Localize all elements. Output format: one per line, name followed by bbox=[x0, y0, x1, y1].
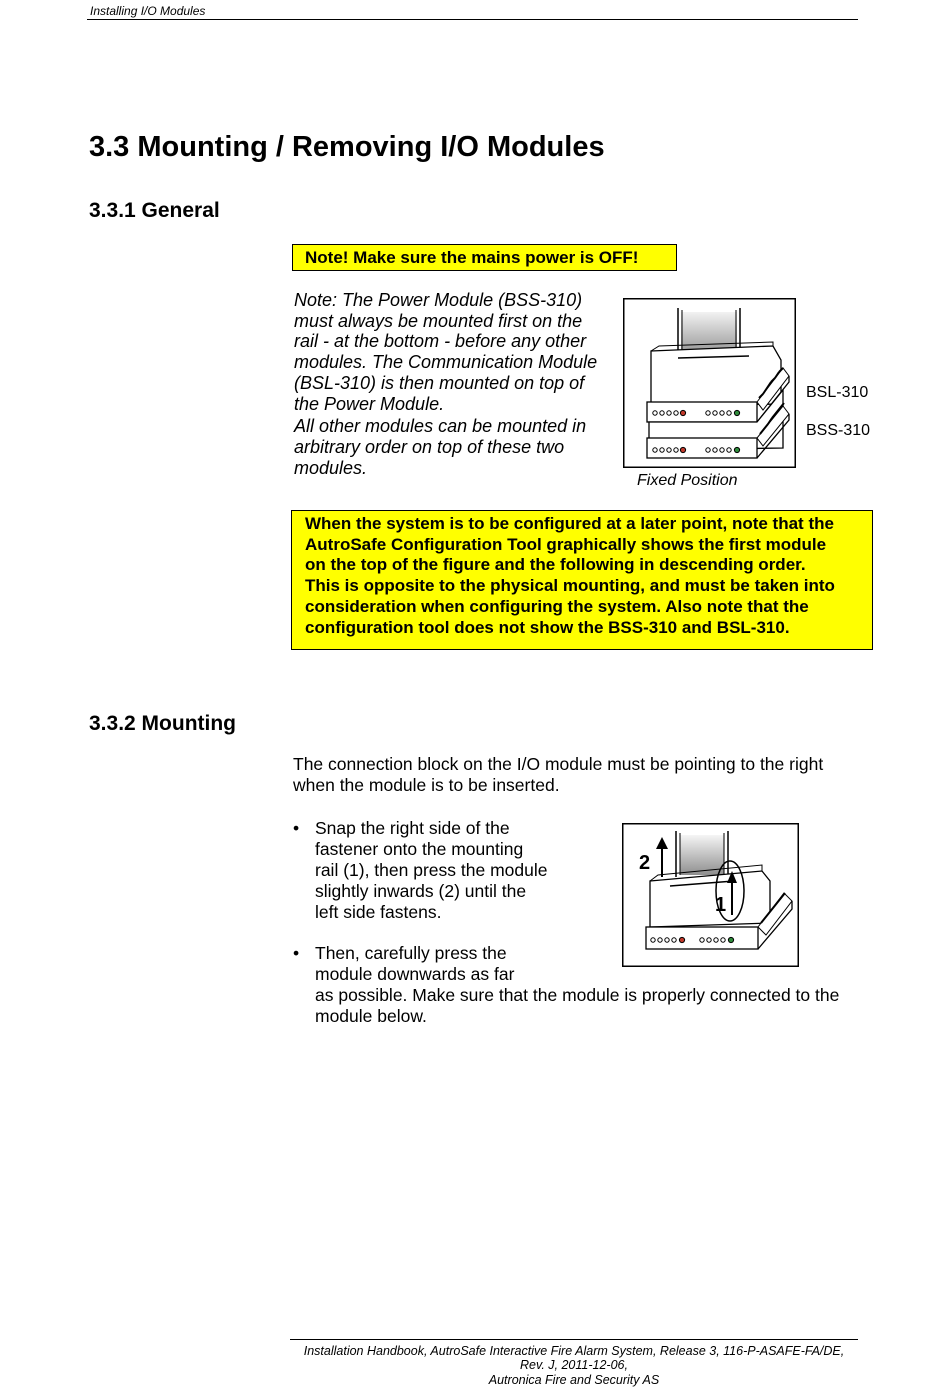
subsection-title-general: 3.3.1 General bbox=[89, 199, 220, 222]
mounting-order-note bbox=[294, 290, 614, 478]
figure-caption: Fixed Position bbox=[637, 472, 738, 489]
mounting-steps-figure bbox=[622, 823, 799, 967]
bullet-line: module below. bbox=[315, 1006, 427, 1026]
intro-line: when the module is to be inserted. bbox=[293, 775, 560, 795]
bullet-line: Snap the right side of the bbox=[315, 818, 510, 838]
bullet-line: slightly inwards (2) until the bbox=[315, 881, 527, 901]
label-bsl-310: BSL-310 bbox=[806, 384, 869, 401]
note-line: arbitrary order on top of these two bbox=[294, 436, 565, 457]
note-line: the Power Module. bbox=[294, 393, 445, 414]
bullet-text bbox=[315, 818, 547, 923]
header-rule bbox=[87, 19, 858, 20]
note-line: All other modules can be mounted in bbox=[294, 416, 587, 437]
note-line: modules. bbox=[294, 457, 368, 478]
bullet-line: Then, carefully press the bbox=[315, 943, 507, 963]
note-line: rail - at the bottom - before any other bbox=[294, 331, 587, 352]
step-number-1: 1 bbox=[715, 894, 727, 916]
bullet-symbol: • bbox=[293, 943, 300, 963]
footer-line: Rev. J, 2011-12-06, bbox=[520, 1358, 628, 1373]
footer-line: Installation Handbook, AutroSafe Interactive Fire Alarm System, Release 3, 116-P-ASAFE-FA/DE, bbox=[303, 1344, 845, 1358]
bullet-symbol: • bbox=[293, 818, 300, 838]
config-note-line: on the top of the figure and the following in descending order. bbox=[305, 555, 806, 575]
mounting-intro bbox=[293, 754, 863, 796]
intro-line: The connection block on the I/O module must be pointing to the right bbox=[293, 754, 824, 774]
subsection-title-mounting: 3.3.2 Mounting bbox=[89, 712, 236, 735]
section-title: 3.3 Mounting / Removing I/O Modules bbox=[89, 131, 605, 163]
note-line: (BSL-310) is then mounted on top of bbox=[294, 372, 585, 393]
step-number-2: 2 bbox=[639, 852, 651, 874]
power-warning-box: Note! Make sure the mains power is OFF! bbox=[292, 244, 677, 271]
bullet-line: as possible. Make sure that the module is properly connected to the bbox=[315, 985, 840, 1005]
module-stack-figure bbox=[623, 298, 796, 468]
config-note-line: consideration when configuring the system. Also note that the bbox=[305, 596, 809, 616]
configuration-note-box bbox=[291, 510, 873, 650]
bullet-line: module downwards as far bbox=[315, 964, 515, 984]
label-bss-310: BSS-310 bbox=[806, 422, 871, 439]
note-line: Note: The Power Module (BSS-310) bbox=[294, 290, 583, 310]
note-line: must always be mounted first on the bbox=[294, 310, 583, 331]
bullet-line: fastener onto the mounting bbox=[315, 839, 524, 859]
footer-line: Autronica Fire and Security AS bbox=[488, 1372, 660, 1387]
note-paragraph bbox=[294, 290, 614, 414]
config-note-line: configuration tool does not show the BSS-310 and BSL-310. bbox=[305, 617, 790, 637]
bullet-line: left side fastens. bbox=[315, 902, 442, 922]
config-note-line: This is opposite to the physical mounting, and must be taken into bbox=[305, 576, 835, 596]
config-note-line: AutroSafe Configuration Tool graphically shows the first module bbox=[305, 534, 827, 554]
footer-rule bbox=[290, 1339, 858, 1340]
note-line: modules. The Communication Module bbox=[294, 352, 598, 373]
running-header: Installing I/O Modules bbox=[90, 4, 206, 18]
bullet-line: rail (1), then press the module bbox=[315, 860, 548, 880]
config-note-line: When the system is to be configured at a later point, note that the bbox=[305, 514, 834, 533]
page-footer bbox=[290, 1344, 858, 1387]
note-paragraph bbox=[294, 416, 614, 478]
